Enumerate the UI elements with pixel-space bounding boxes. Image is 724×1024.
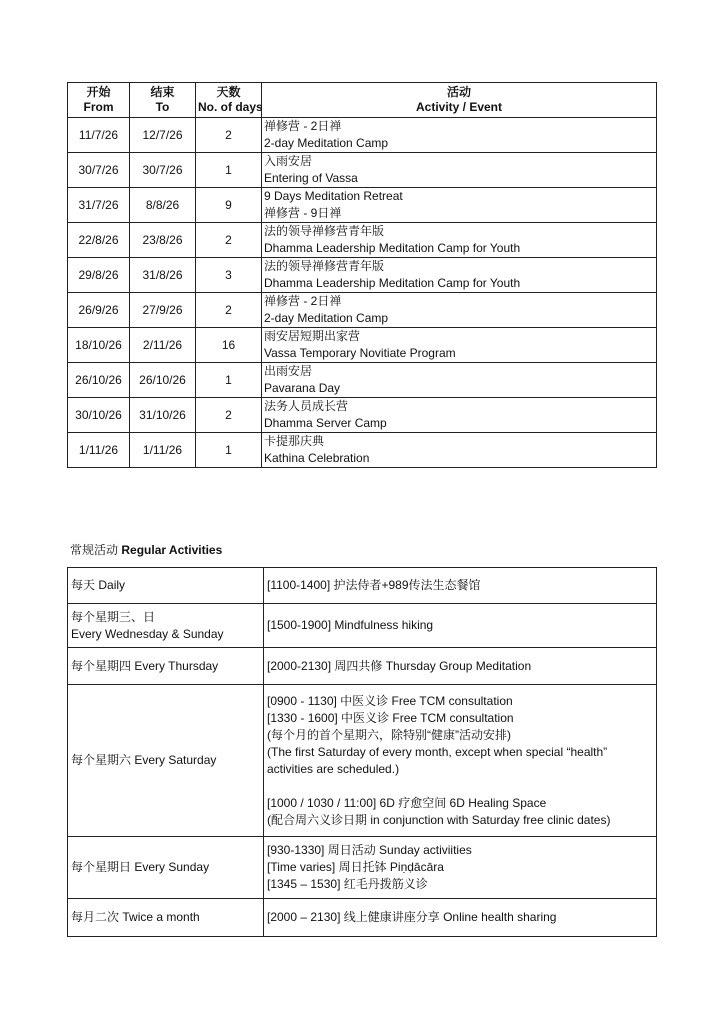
event-to: 27/9/26	[130, 293, 196, 328]
event-days: 2	[196, 118, 262, 153]
event-activity	[262, 153, 657, 188]
event-from: 18/10/26	[68, 328, 130, 363]
regular-activity-line: [Time varies] 周日托钵 Piṇḍācāra	[267, 860, 444, 874]
event-from: 1/11/26	[68, 433, 130, 468]
header-activity-en: Activity / Event	[415, 100, 503, 114]
event-row	[68, 188, 657, 223]
event-activity	[262, 223, 657, 258]
regular-day-en: Every Saturday	[134, 753, 217, 767]
event-to: 1/11/26	[130, 433, 196, 468]
regular-day	[68, 604, 264, 648]
regular-row	[68, 648, 657, 685]
regular-activities	[264, 685, 657, 837]
event-activity-line1: 出雨安居	[264, 364, 313, 378]
regular-activities-table	[67, 567, 657, 937]
event-days: 1	[196, 153, 262, 188]
regular-day-zh: 每个星期三、日	[71, 609, 156, 624]
event-activity-line2: Dhamma Server Camp	[264, 416, 387, 430]
event-activity-line1: 入雨安居	[264, 154, 313, 168]
event-row	[68, 293, 657, 328]
event-to: 30/7/26	[130, 153, 196, 188]
regular-activities	[264, 648, 657, 685]
regular-activity-line: (每个月的首个星期六，除特别“健康”活动安排)	[267, 727, 511, 742]
regular-activity-line: [2000 – 2130] 线上健康讲座分享 Online health sharing	[267, 910, 557, 924]
regular-day	[68, 685, 264, 837]
header-activity	[262, 83, 657, 118]
regular-activities-heading	[70, 541, 222, 558]
events-table	[67, 82, 657, 468]
regular-heading-en: Regular Activities	[121, 543, 223, 557]
event-days: 2	[196, 398, 262, 433]
regular-activity-line: [1100-1400] 护法侍者+989传法生态餐馆	[267, 578, 481, 592]
events-header-row	[68, 83, 657, 118]
event-days: 2	[196, 293, 262, 328]
event-activity	[262, 363, 657, 398]
event-from: 29/8/26	[68, 258, 130, 293]
event-from: 11/7/26	[68, 118, 130, 153]
regular-day	[68, 568, 264, 604]
event-to: 31/8/26	[130, 258, 196, 293]
event-row	[68, 363, 657, 398]
regular-day-en: Daily	[98, 578, 126, 592]
regular-row	[68, 604, 657, 648]
event-activity-line2: Kathina Celebration	[264, 451, 370, 465]
event-from: 26/10/26	[68, 363, 130, 398]
event-activity	[262, 328, 657, 363]
event-from: 30/10/26	[68, 398, 130, 433]
header-from	[68, 83, 130, 118]
header-days-en: No. of days	[198, 100, 263, 114]
event-activity-line1: 法的领导禅修营青年版	[264, 224, 385, 238]
event-to: 26/10/26	[130, 363, 196, 398]
event-to: 2/11/26	[130, 328, 196, 363]
header-to-zh: 结束	[150, 85, 175, 99]
regular-day-en: Every Wednesday & Sunday	[71, 626, 224, 641]
regular-day-en: Every Sunday	[134, 860, 210, 874]
regular-activity-line: activities are scheduled.)	[267, 761, 400, 776]
event-activity-line1: 法务人员成长营	[264, 399, 349, 413]
regular-day	[68, 899, 264, 937]
event-days: 2	[196, 223, 262, 258]
regular-activity-spacer	[267, 778, 653, 795]
event-days: 1	[196, 433, 262, 468]
regular-activities	[264, 837, 657, 899]
regular-day	[68, 648, 264, 685]
event-activity-line2: Dhamma Leadership Meditation Camp for Youth	[264, 241, 521, 255]
regular-activities	[264, 568, 657, 604]
event-activity-line2: 禅修营 - 9日禅	[264, 206, 342, 220]
event-activity-line2: 2-day Meditation Camp	[264, 136, 389, 150]
header-days	[196, 83, 262, 118]
event-activity-line1: 雨安居短期出家营	[264, 329, 361, 343]
event-row	[68, 433, 657, 468]
event-activity	[262, 293, 657, 328]
header-days-zh: 天数	[216, 85, 241, 99]
event-to: 31/10/26	[130, 398, 196, 433]
event-row	[68, 328, 657, 363]
event-activity-line2: Dhamma Leadership Meditation Camp for Youth	[264, 276, 521, 290]
regular-row	[68, 837, 657, 899]
event-activity	[262, 398, 657, 433]
regular-row	[68, 899, 657, 937]
event-activity	[262, 118, 657, 153]
header-from-zh: 开始	[86, 85, 111, 99]
header-to-en: To	[155, 100, 170, 114]
event-activity	[262, 258, 657, 293]
regular-activity-line: [1500-1900] Mindfulness hiking	[267, 618, 434, 632]
regular-activity-line: [2000-2130] 周四共修 Thursday Group Meditation	[267, 658, 532, 673]
regular-activity-line: (配合周六义诊日期 in conjunction with Saturday free clinic dates)	[267, 812, 611, 827]
event-row	[68, 153, 657, 188]
event-to: 8/8/26	[130, 188, 196, 223]
event-to: 12/7/26	[130, 118, 196, 153]
event-activity-line1: 法的领导禅修营青年版	[264, 259, 385, 273]
regular-day-zh: 每个星期日	[71, 860, 132, 874]
event-row	[68, 398, 657, 433]
regular-day-en: Every Thursday	[134, 658, 219, 673]
event-activity-line1: 9 Days Meditation Retreat	[264, 189, 403, 203]
event-activity-line1: 禅修营 - 2日禅	[264, 294, 342, 308]
event-row	[68, 223, 657, 258]
event-row	[68, 258, 657, 293]
regular-heading-zh: 常规活动	[70, 543, 119, 557]
regular-day-zh: 每个星期六	[71, 753, 132, 767]
event-days: 1	[196, 363, 262, 398]
regular-activity-line: [0900 - 1130] 中医义诊 Free TCM consultation	[267, 693, 513, 708]
event-row	[68, 118, 657, 153]
regular-activity-line: [930-1330] 周日活动 Sunday activiities	[267, 843, 472, 857]
regular-activity-line: [1330 - 1600] 中医义诊 Free TCM consultation	[267, 710, 514, 725]
event-activity-line2: Vassa Temporary Novitiate Program	[264, 346, 456, 360]
event-days: 3	[196, 258, 262, 293]
regular-activity-line: (The first Saturday of every month, except when special “health”	[267, 744, 608, 759]
event-from: 30/7/26	[68, 153, 130, 188]
regular-day-zh: 每天	[71, 578, 96, 592]
event-to: 23/8/26	[130, 223, 196, 258]
regular-row	[68, 568, 657, 604]
header-from-en: From	[83, 100, 114, 114]
header-activity-zh: 活动	[446, 85, 471, 99]
regular-day-en: Twice a month	[122, 910, 200, 924]
header-to	[130, 83, 196, 118]
regular-row	[68, 685, 657, 837]
event-activity-line1: 卡提那庆典	[264, 434, 325, 448]
event-days: 9	[196, 188, 262, 223]
regular-activities	[264, 899, 657, 937]
event-activity-line2: 2-day Meditation Camp	[264, 311, 389, 325]
event-from: 31/7/26	[68, 188, 130, 223]
event-from: 26/9/26	[68, 293, 130, 328]
event-activity-line1: 禅修营 - 2日禅	[264, 119, 342, 133]
regular-activity-line: [1000 / 1030 / 11:00] 6D 疗愈空间 6D Healing Space	[267, 795, 547, 810]
event-activity	[262, 433, 657, 468]
event-from: 22/8/26	[68, 223, 130, 258]
event-activity	[262, 188, 657, 223]
regular-day	[68, 837, 264, 899]
regular-activities	[264, 604, 657, 648]
event-activity-line2: Entering of Vassa	[264, 171, 358, 185]
event-activity-line2: Pavarana Day	[264, 381, 341, 395]
event-days: 16	[196, 328, 262, 363]
regular-activity-line: [1345 – 1530] 红毛丹拨筋义诊	[267, 877, 428, 891]
regular-day-zh: 每个星期四	[71, 658, 132, 673]
regular-day-zh: 每月二次	[71, 910, 120, 924]
